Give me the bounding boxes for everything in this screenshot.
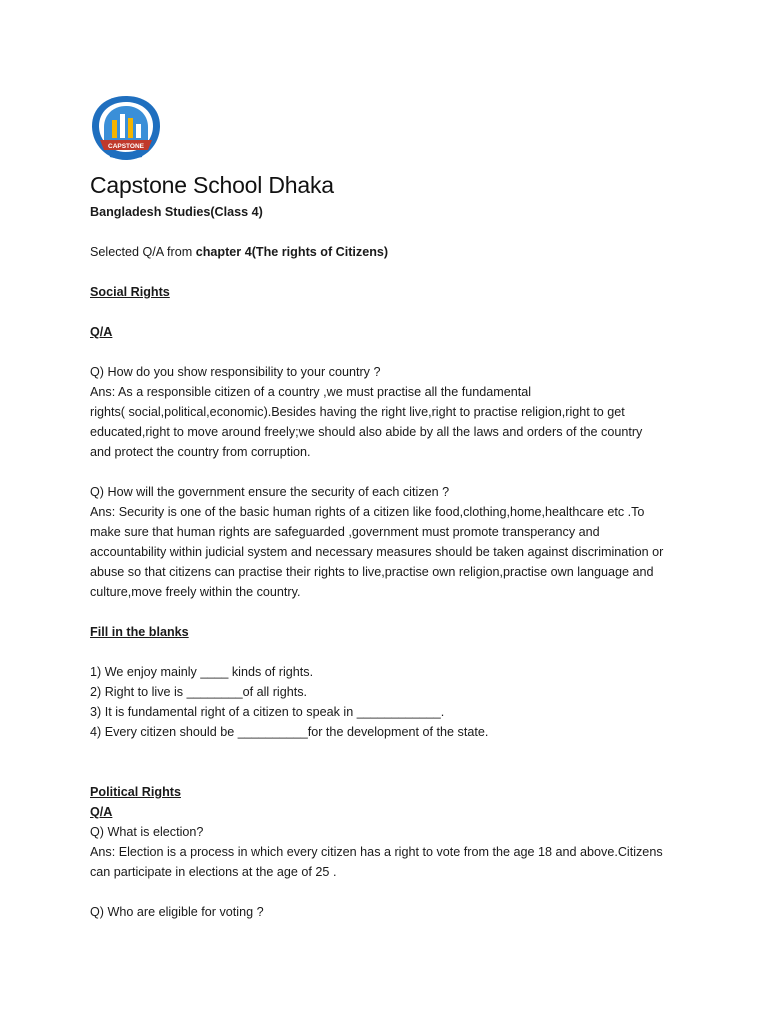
social-question-1: Q) How do you show responsibility to your country ? xyxy=(90,365,381,379)
social-question-2: Q) How will the government ensure the security of each citizen ? xyxy=(90,485,450,499)
social-answer-2-line: accountability within judicial system and necessary measures should be taken against discrimination or xyxy=(90,545,664,559)
political-answer-1-line: can participate in elections at the age of 25 . xyxy=(90,865,337,879)
svg-text:CAPSTONE: CAPSTONE xyxy=(108,143,144,150)
social-rights-heading: Social Rights xyxy=(90,285,170,299)
political-question-2: Q) Who are eligible for voting ? xyxy=(90,905,264,919)
political-rights-heading: Political Rights xyxy=(90,785,181,799)
intro-line xyxy=(90,242,388,262)
intro-prefix: Selected Q/A from xyxy=(90,245,196,259)
fill-blank-item: 4) Every citizen should be __________for the development of the state. xyxy=(90,725,489,739)
social-answer-1-line: rights( social,political,economic).Besides having the right live,right to practise religion,right to get xyxy=(90,405,625,419)
political-qa-heading: Q/A xyxy=(90,805,113,819)
fill-blank-item: 1) We enjoy mainly ____ kinds of rights. xyxy=(90,665,314,679)
social-answer-1-line: and protect the country from corruption. xyxy=(90,445,311,459)
social-answer-2-line: abuse so that citizens can practise their rights to live,practise own religion,practise own language and xyxy=(90,565,654,579)
school-title: Capstone School Dhaka xyxy=(90,172,334,198)
fill-blanks-heading: Fill in the blanks xyxy=(90,625,189,639)
social-answer-2-line: Ans: Security is one of the basic human rights of a citizen like food,clothing,home,healthcare etc .To xyxy=(90,505,645,519)
fill-blank-item: 2) Right to live is ________of all rights. xyxy=(90,685,308,699)
social-qa-heading: Q/A xyxy=(90,325,113,339)
political-answer-1-line: Ans: Election is a process in which every citizen has a right to vote from the age 18 and above.Citizens xyxy=(90,845,663,859)
subject-line: Bangladesh Studies(Class 4) xyxy=(90,205,263,219)
school-crest-logo xyxy=(90,94,162,162)
chapter-title: chapter 4(The rights of Citizens) xyxy=(195,245,389,259)
social-answer-1-line: educated,right to move around freely;we should also abide by all the laws and orders of the country xyxy=(90,425,643,439)
social-answer-2-line: culture,move freely within the country. xyxy=(90,585,301,599)
political-question-1: Q) What is election? xyxy=(90,825,204,839)
social-answer-2-line: make sure that human rights are safeguarded ,government must promote transperancy and xyxy=(90,525,600,539)
fill-blank-item: 3) It is fundamental right of a citizen to speak in ____________. xyxy=(90,705,445,719)
social-answer-1-line: Ans: As a responsible citizen of a country ,we must practise all the fundamental xyxy=(90,385,532,399)
